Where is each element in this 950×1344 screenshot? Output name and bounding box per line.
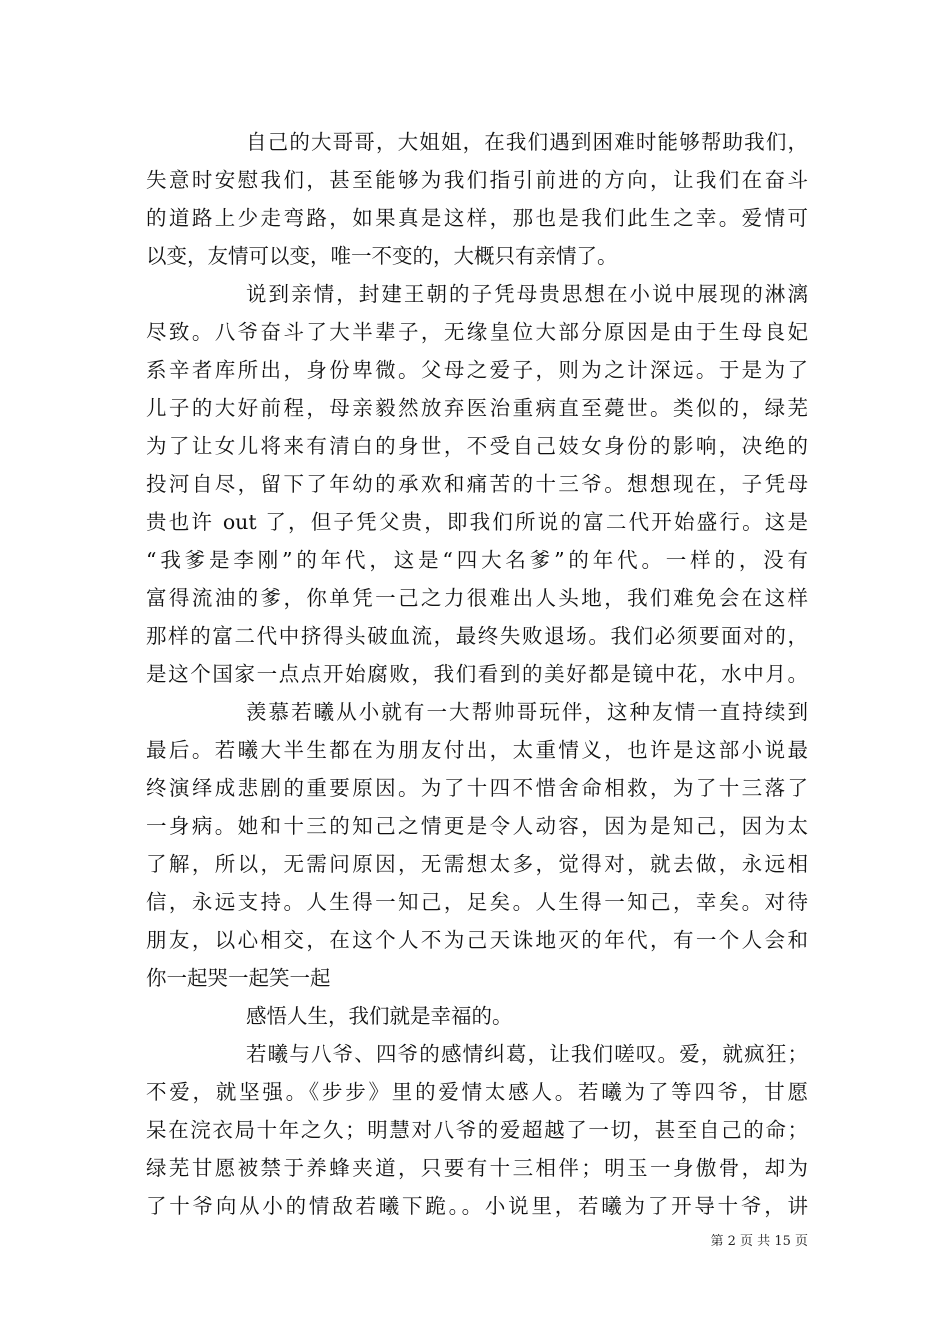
text-line: 富得流油的爹，你单凭一己之力很难出人头地，我们难免会在这样 — [146, 586, 808, 610]
text-line: 呆在浣衣局十年之久；明慧对八爷的爱超越了一切，甚至自己的命； — [146, 1118, 808, 1142]
text-line: 了解，所以，无需问原因，无需想太多，觉得对，就去做，永远相 — [146, 852, 808, 876]
text-line: 儿子的大好前程，母亲毅然放弃医治重病直至薨世。类似的，绿芜 — [146, 396, 808, 420]
text-line: 失意时安慰我们，甚至能够为我们指引前进的方向，让我们在奋斗 — [146, 168, 808, 192]
text-line: 羡慕若曦从小就有一大帮帅哥玩伴，这种友情一直持续到 — [246, 700, 808, 724]
text-line: 朋友，以心相交，在这个人不为己天诛地灭的年代，有一个人会和 — [146, 928, 808, 952]
text-line: 你一起哭一起笑一起 — [146, 966, 331, 990]
text-line: 为了让女儿将来有清白的身世，不受自己妓女身份的影响，决绝的 — [146, 434, 808, 458]
text-line: 了十爷向从小的情敌若曦下跪。。小说里，若曦为了开导十爷，讲 — [146, 1194, 808, 1218]
text-line: “我爹是李刚”的年代，这是“四大名爹”的年代。一样的，没有 — [146, 548, 808, 572]
text-line: 尽致。八爷奋斗了大半辈子，无缘皇位大部分原因是由于生母良妃 — [146, 320, 808, 344]
page-footer: 第 2 页 共 15 页 — [710, 1234, 808, 1249]
text-line: 说到亲情，封建王朝的子凭母贵思想在小说中展现的淋漓 — [246, 282, 808, 306]
text-line: 感悟人生，我们就是幸福的。 — [246, 1004, 513, 1028]
text-line: 的道路上少走弯路，如果真是这样，那也是我们此生之幸。爱情可 — [146, 206, 808, 230]
text-line: 若曦与八爷、四爷的感情纠葛，让我们嗟叹。爱，就疯狂； — [246, 1042, 808, 1066]
text-line: 贵也许 out 了，但子凭父贵，即我们所说的富二代开始盛行。这是 — [146, 510, 808, 534]
text-line: 绿芜甘愿被禁于养蜂夹道，只要有十三相伴；明玉一身傲骨，却为 — [146, 1156, 808, 1180]
text-line: 终演绎成悲剧的重要原因。为了十四不惜舍命相救，为了十三落了 — [146, 776, 808, 800]
text-line: 投河自尽，留下了年幼的承欢和痛苦的十三爷。想想现在，子凭母 — [146, 472, 808, 496]
text-line: 信，永远支持。人生得一知己，足矣。人生得一知己，幸矣。对待 — [146, 890, 808, 914]
text-line: 不爱，就坚强。《步步》里的爱情太感人。若曦为了等四爷，甘愿 — [146, 1080, 808, 1104]
text-line: 系辛者库所出，身份卑微。父母之爱子，则为之计深远。于是为了 — [146, 358, 808, 382]
text-line: 最后。若曦大半生都在为朋友付出，太重情义，也许是这部小说最 — [146, 738, 808, 762]
text-line: 是这个国家一点点开始腐败，我们看到的美好都是镜中花，水中月。 — [146, 662, 808, 686]
text-line: 以变，友情可以变，唯一不变的，大概只有亲情了。 — [146, 244, 618, 268]
text-line: 那样的富二代中挤得头破血流，最终失败退场。我们必须要面对的， — [146, 624, 808, 648]
text-line: 自己的大哥哥，大姐姐，在我们遇到困难时能够帮助我们， — [246, 130, 808, 154]
text-line: 一身病。她和十三的知己之情更是令人动容，因为是知己，因为太 — [146, 814, 808, 838]
